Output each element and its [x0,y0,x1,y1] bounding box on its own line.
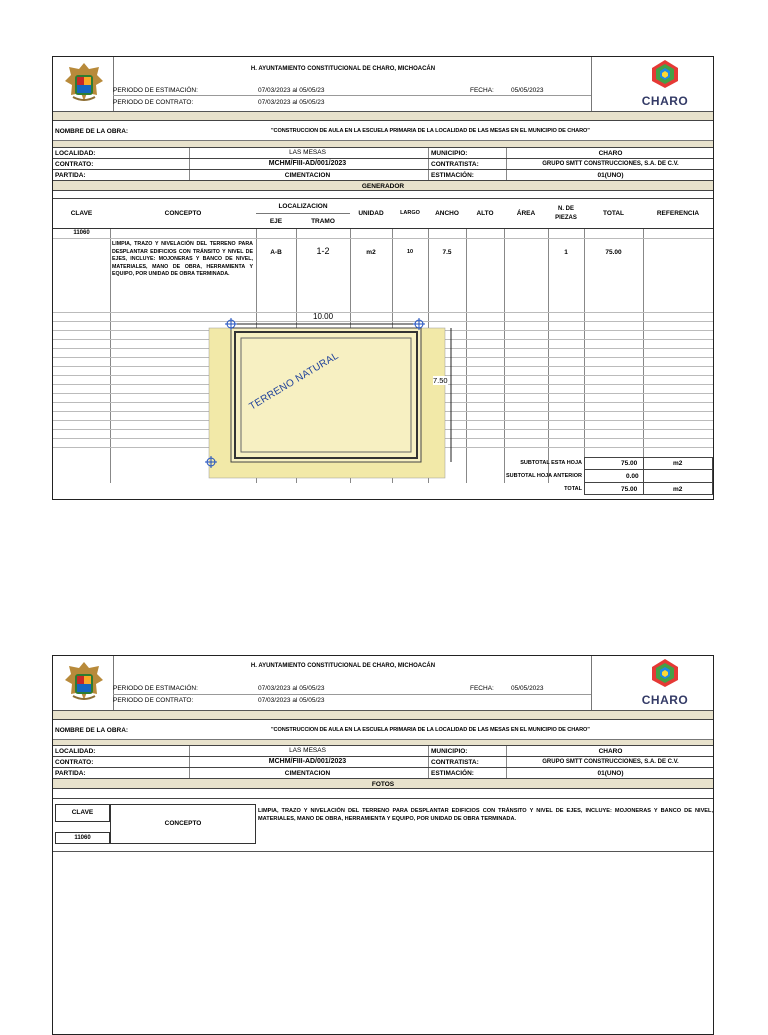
generador-grid [53,229,713,483]
generador-sheet [52,56,714,500]
sheet-header-2 [53,656,713,710]
contrato-row-2 [53,756,713,767]
estimacion-value-2: 01(UNO) [597,770,624,777]
municipal-seal-logo-2 [63,660,105,704]
row-largo: 10 [406,249,414,255]
fecha-label-2: FECHA: [470,685,494,692]
partida-value-2: CIMENTACION [284,770,331,777]
col-ancho: ANCHO [435,210,459,217]
partida-label-2: PARTIDA: [55,770,86,777]
municipio-label-2: MUNICIPIO: [431,748,468,755]
partida-row [53,169,713,180]
col-piezas: N. DE PIEZAS [555,206,577,221]
charo-logo [635,59,695,109]
periodo-estimacion-value: 07/03/2023 al 05/05/23 [258,87,325,94]
col-total: TOTAL [602,210,625,217]
row-unidad: m2 [366,249,376,256]
contrato-value-2: MCHM/FIII-AD/001/2023 [268,758,347,765]
fecha-label: FECHA: [470,87,494,94]
municipal-seal-logo [63,61,105,105]
subtotal-anterior-value: 0.00 [626,473,639,480]
subtotal-esta-hoja-value: 75.00 [621,460,638,467]
row-concepto: LIMPIA, TRAZO Y NIVELACIÓN DEL TERRENO PARA DESPLANTAR EDIFICIOS CON TRÁNSITO Y NIVEL DE EJES, INCLUYE: MOJONERAS Y BANCO DE NIVEL, MATERIALES, MANO DE OBRA, HERRAMIENTA Y EQUIPO, POR UNIDAD DE OBRA TERMINADA. [112,241,253,278]
col-concepto: CONCEPTO [164,210,202,217]
col-area: ÁREA [516,210,536,217]
charo-logo-text-2: CHARO [641,693,689,707]
obra-label-2: NOMBRE DE LA OBRA: [55,727,129,734]
obra-value: "CONSTRUCCION DE AULA EN LA ESCUELA PRIMARIA DE LA LOCALIDAD DE LAS MESAS EN EL MUNICIPIO DE CHARO" [271,128,590,134]
dim-top-label: 10.00 [313,312,334,321]
fotos-clave-label: CLAVE [71,809,94,816]
fotos-sheet [52,655,714,1035]
contrato-label: CONTRATO: [55,161,94,168]
col-largo: LARGO [400,210,420,216]
obra-row [53,120,713,140]
estimacion-label: ESTIMACIÓN: [431,172,474,179]
fotos-concept-row [53,799,713,851]
estimacion-label-2: ESTIMACIÓN: [431,770,474,777]
total-label: TOTAL [564,486,582,492]
subtotal-esta-hoja-unit: m2 [673,460,683,467]
total-value: 75.00 [621,486,638,493]
localidad-row-2 [53,745,713,756]
localidad-value: LAS MESAS [289,149,326,156]
fecha-value: 05/05/2023 [511,87,544,94]
partida-label: PARTIDA: [55,172,86,179]
contrato-value: MCHM/FIII-AD/001/2023 [268,160,347,167]
col-localizacion: LOCALIZACION [278,203,328,210]
row-piezas: 1 [564,249,568,256]
obra-label: NOMBRE DE LA OBRA: [55,128,129,135]
fotos-clave-value: 11060 [74,835,91,841]
header-title: H. AYUNTAMIENTO CONSTITUCIONAL DE CHARO, MICHOACÁN [250,66,436,72]
col-tramo: TRAMO [311,218,335,225]
subtotal-anterior-label: SUBTOTAL HOJA ANTERIOR [506,473,582,479]
obra-value-2: "CONSTRUCCION DE AULA EN LA ESCUELA PRIMARIA DE LA LOCALIDAD DE LAS MESAS EN EL MUNICIPIO DE CHARO" [271,727,590,733]
periodo-contrato-value-2: 07/03/2023 al 05/05/23 [258,697,325,704]
col-unidad: UNIDAD [358,210,384,217]
contrato-row [53,158,713,169]
partida-row-2 [53,767,713,778]
periodo-contrato-label-2: PERIODO DE CONTRATO: [113,697,194,704]
contratista-label-2: CONTRATISTA: [431,759,479,766]
row-clave: 11060 [73,230,90,236]
total-unit: m2 [673,486,683,493]
contratista-label: CONTRATISTA: [431,161,479,168]
generador-section-title [53,180,713,191]
periodo-contrato-value: 07/03/2023 al 05/05/23 [258,99,325,106]
fotos-title-text: FOTOS [371,781,395,788]
sheet-header [53,57,713,111]
contratista-value: GRUPO SMTT CONSTRUCCIONES, S.A. DE C.V. [542,161,679,167]
col-alto: ALTO [476,210,494,217]
periodo-estimacion-value-2: 07/03/2023 al 05/05/23 [258,685,325,692]
terreno-natural-label: TERRENO NATURAL [247,350,341,413]
generador-column-headers [53,199,713,229]
col-eje: EJE [269,218,283,225]
localidad-label: LOCALIDAD: [55,150,96,157]
municipio-value-2: CHARO [598,748,623,755]
obra-row-2 [53,719,713,739]
row-eje: A-B [270,249,282,256]
charo-logo-text: CHARO [641,94,689,108]
localidad-value-2: LAS MESAS [289,747,326,754]
contratista-value-2: GRUPO SMTT CONSTRUCCIONES, S.A. DE C.V. [542,759,679,765]
periodo-estimacion-label-2: PERIODO DE ESTIMACIÓN: [113,685,198,692]
subtotal-esta-hoja-label: SUBTOTAL ESTA HOJA [520,460,582,466]
fotos-concepto-label: CONCEPTO [164,820,202,827]
estimacion-value: 01(UNO) [597,172,624,179]
dim-right-label: 7.50 [433,376,448,385]
generador-title-text: GENERADOR [361,183,405,190]
contrato-label-2: CONTRATO: [55,759,94,766]
fotos-concepto-value: LIMPIA, TRAZO Y NIVELACIÓN DEL TERRENO PARA DESPLANTAR EDIFICIOS CON TRÁNSITO Y NIVEL DE EJES, INCLUYE: MOJONERAS Y BANCO DE NIVEL, MATERIALES, MANO DE OBRA, HERRAMIENTA Y EQUIPO, POR UNIDAD DE OBRA TERMINADA. [258,808,713,822]
fecha-value-2: 05/05/2023 [511,685,544,692]
subtotals-block [53,457,713,497]
row-tramo: 1-2 [316,246,330,256]
fotos-section-title [53,778,713,789]
municipio-label: MUNICIPIO: [431,150,468,157]
partida-value: CIMENTACION [284,172,331,179]
row-total: 75.00 [605,249,622,256]
header-title-2: H. AYUNTAMIENTO CONSTITUCIONAL DE CHARO, MICHOACÁN [250,663,436,669]
periodo-contrato-label: PERIODO DE CONTRATO: [113,99,194,106]
col-clave: CLAVE [70,210,93,217]
charo-logo-2 [635,658,695,708]
col-referencia: REFERENCIA [656,210,700,217]
localidad-label-2: LOCALIDAD: [55,748,96,755]
row-ancho: 7.5 [442,249,452,256]
localidad-row [53,147,713,158]
periodo-estimacion-label: PERIODO DE ESTIMACIÓN: [113,87,198,94]
municipio-value: CHARO [598,150,623,157]
